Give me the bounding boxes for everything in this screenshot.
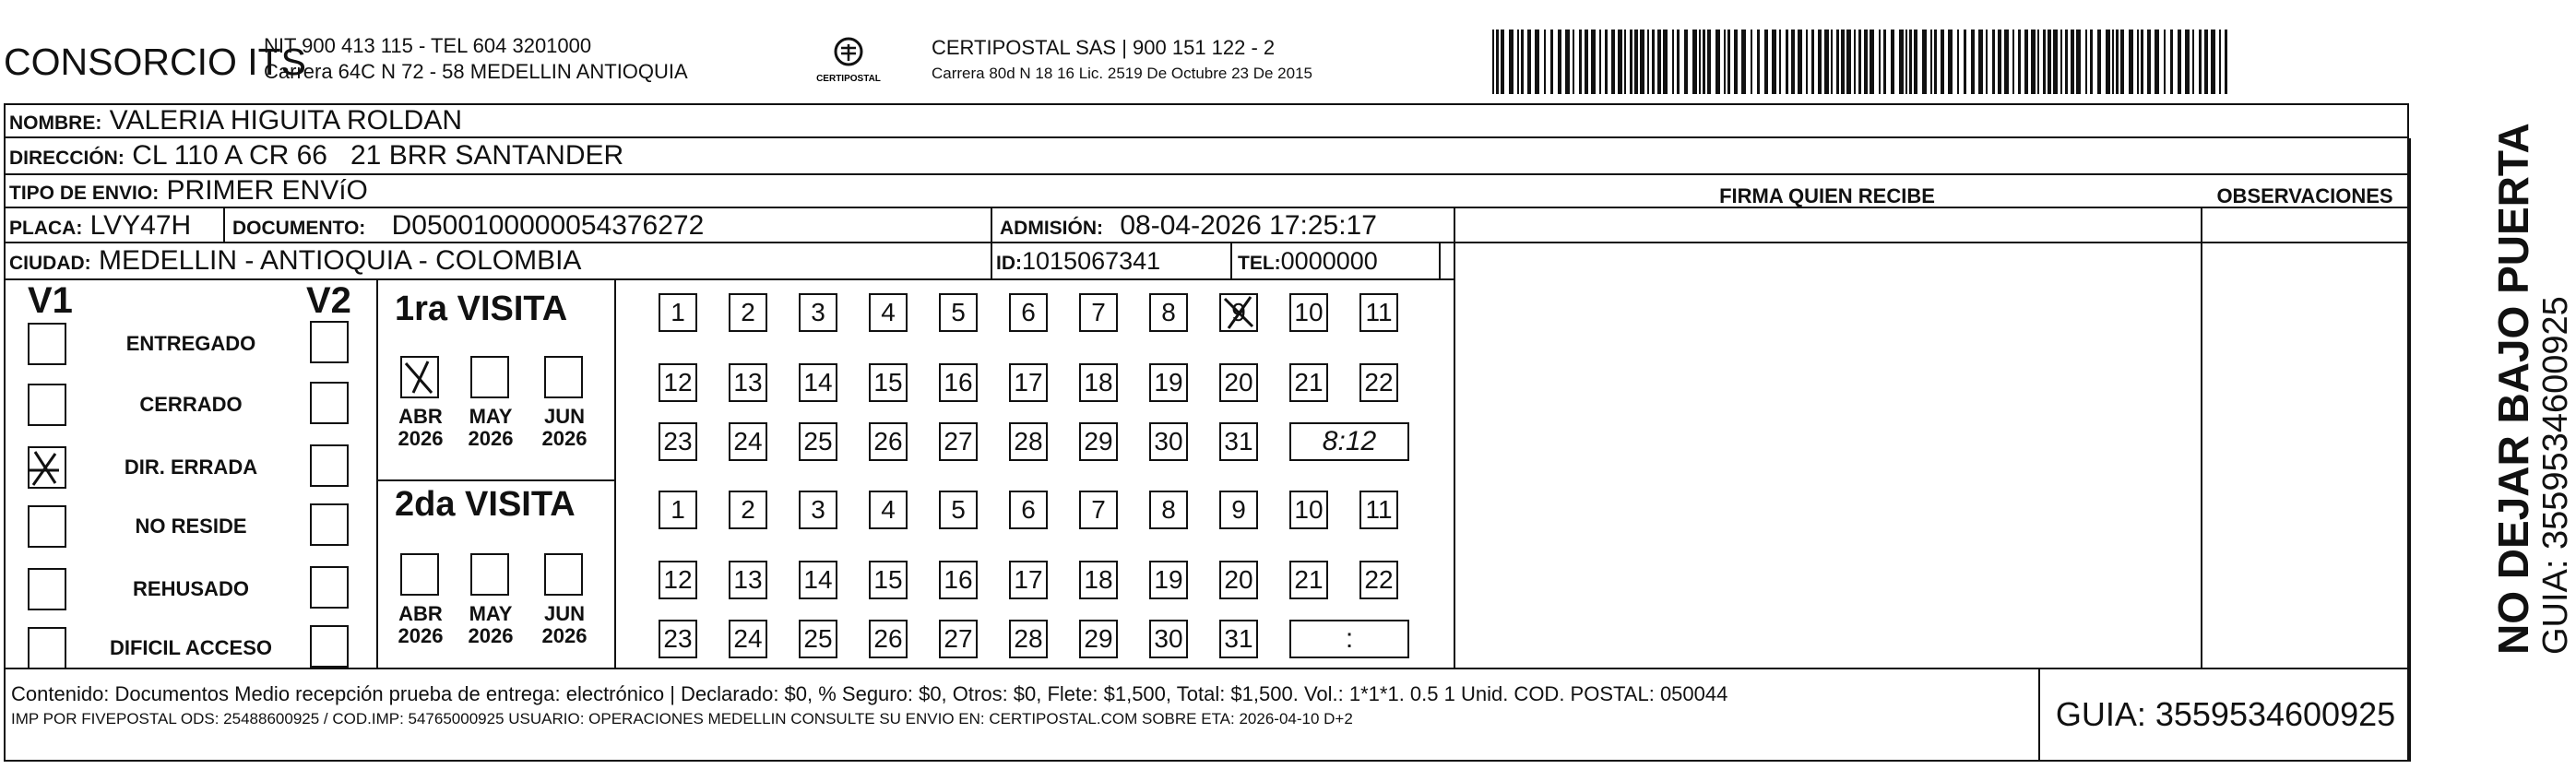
cert-line-1: CERTIPOSTAL SAS | 900 151 122 - 2 [932, 36, 1276, 59]
day-box[interactable]: 4 [869, 293, 908, 332]
status-label: DIR. ERRADA [124, 455, 258, 479]
day-box[interactable]: 21 [1289, 561, 1328, 599]
day-box[interactable]: 29 [1079, 422, 1118, 461]
footer-contenido: Contenido: Documentos Medio recepción prueba de entrega: electrónico | Declarado: $0, % Seguro: $0, Otros: $0, Flete: $1,500, Total: $1,500. Vol.: 1*1*1. 0.5 1 Unid. COD. POSTAL: 050044 [11, 682, 1728, 705]
address-line: Carrera 64C N 72 - 58 MEDELLIN ANTIOQUIA [264, 60, 688, 83]
v1-checkbox[interactable] [28, 446, 66, 489]
tel-label: TEL: [1238, 253, 1281, 274]
id-value: 1015067341 [1022, 247, 1161, 275]
footer-impresion: IMP POR FIVEPOSTAL ODS: 25488600925 / COD.IMP: 54765000925 USUARIO: OPERACIONES MEDELLIN CONSULTE SU ENVIO EN: CERTIPOSTAL.COM SOBRE ETA: 2026-04-10 D+2 [11, 710, 1353, 728]
day-box[interactable]: 19 [1149, 561, 1188, 599]
nombre-row [9, 105, 462, 139]
placa-label: PLACA: [9, 218, 83, 239]
day-box[interactable]: 22 [1359, 363, 1398, 402]
firma-header: FIRMA QUIEN RECIBE [1719, 184, 1935, 207]
tel-value: 0000000 [1280, 247, 1378, 275]
v2-checkbox[interactable] [310, 503, 349, 546]
tipo-label: TIPO DE ENVIO: [9, 183, 160, 204]
tipo-row [9, 175, 368, 209]
day-box[interactable]: 1 [659, 293, 697, 332]
company-name: CONSORCIO ITS [4, 41, 307, 83]
v1-checkbox[interactable] [28, 568, 66, 610]
month-label [465, 603, 516, 647]
day-box[interactable]: 3 [799, 491, 837, 529]
day-box[interactable]: 26 [869, 620, 908, 658]
day-box[interactable]: 18 [1079, 363, 1118, 402]
id-label: ID: [996, 253, 1022, 274]
month-checkbox[interactable] [544, 553, 583, 596]
admision-label: ADMISIÓN: [1000, 218, 1103, 239]
direccion-label: DIRECCIÓN: [9, 148, 125, 169]
day-box[interactable]: 15 [869, 561, 908, 599]
no-dejar-warning: NO DEJAR BAJO PUERTA [2489, 123, 2537, 655]
day-box[interactable]: 6 [1009, 293, 1048, 332]
day-box[interactable]: 21 [1289, 363, 1328, 402]
day-box[interactable]: 12 [659, 561, 697, 599]
day-box[interactable]: 27 [939, 620, 978, 658]
month-year: 2026 [398, 427, 444, 450]
day-box[interactable]: 28 [1009, 422, 1048, 461]
day-box[interactable]: 12 [659, 363, 697, 402]
day-box[interactable]: 15 [869, 363, 908, 402]
ciudad-value: MEDELLIN - ANTIOQUIA - COLOMBIA [99, 245, 582, 276]
day-box[interactable]: 10 [1289, 293, 1328, 332]
v1-checkbox[interactable] [28, 505, 66, 548]
month-label [465, 406, 516, 450]
footer-guia: GUIA: 3559534600925 [2055, 695, 2396, 733]
month-name: JUN [543, 602, 585, 625]
svg-text:CERTIPOSTAL: CERTIPOSTAL [816, 74, 881, 84]
day-box[interactable]: 8 [1149, 293, 1188, 332]
day-box[interactable]: 2 [729, 491, 767, 529]
v1-checkbox[interactable] [28, 384, 66, 426]
day-box[interactable]: 9 [1219, 293, 1258, 332]
direccion-value: CL 110 A CR 66 21 BRR SANTANDER [132, 140, 624, 171]
documento-value: D0500100000054376272 [391, 210, 705, 241]
day-box[interactable]: 11 [1359, 293, 1398, 332]
nit-line: NIT 900 413 115 - TEL 604 3201000 [264, 34, 592, 57]
day-box[interactable]: 25 [799, 620, 837, 658]
month-label [395, 603, 446, 647]
month-year: 2026 [541, 624, 588, 647]
v2-checkbox[interactable] [310, 382, 349, 424]
visit-time-box[interactable]: 8:12 [1289, 422, 1409, 461]
month-year: 2026 [468, 427, 514, 450]
month-checkbox[interactable] [544, 356, 583, 398]
v2-checkbox[interactable] [310, 566, 349, 609]
day-box[interactable]: 30 [1149, 422, 1188, 461]
day-box[interactable]: 22 [1359, 561, 1398, 599]
day-box[interactable]: 23 [659, 620, 697, 658]
status-label: ENTREGADO [125, 332, 256, 355]
cert-line-2: Carrera 80d N 18 16 Lic. 2519 De Octubre 23 De 2015 [932, 65, 1312, 82]
day-box[interactable]: 28 [1009, 620, 1048, 658]
check-mark-icon [1219, 293, 1258, 332]
visit-2-title: 2da VISITA [395, 485, 576, 524]
day-box[interactable]: 9 [1219, 491, 1258, 529]
month-name: JUN [543, 405, 585, 428]
v2-header: V2 [306, 280, 351, 321]
month-checkbox[interactable] [470, 553, 509, 596]
day-box[interactable]: 19 [1149, 363, 1188, 402]
visit-time-box[interactable]: : [1289, 620, 1409, 658]
month-label [539, 406, 590, 450]
month-checkbox[interactable] [470, 356, 509, 398]
tipo-value: PRIMER ENVíO [166, 175, 368, 206]
company-contact [264, 33, 688, 85]
day-box[interactable]: 31 [1219, 422, 1258, 461]
certipostal-logo [812, 33, 885, 92]
observaciones-header: OBSERVACIONES [2216, 184, 2393, 207]
side-panel [2426, 123, 2575, 655]
month-year: 2026 [541, 427, 588, 450]
day-box[interactable]: 6 [1009, 491, 1048, 529]
day-box[interactable]: 2 [729, 293, 767, 332]
month-name: ABR [398, 602, 443, 625]
placa-value: LVY47H [89, 210, 192, 241]
day-box[interactable]: 31 [1219, 620, 1258, 658]
day-box[interactable]: 7 [1079, 491, 1118, 529]
day-box[interactable]: 3 [799, 293, 837, 332]
admision-value: 08-04-2026 17:25:17 [1120, 210, 1377, 241]
day-box[interactable]: 8 [1149, 491, 1188, 529]
day-box[interactable]: 1 [659, 491, 697, 529]
ciudad-label: CIUDAD: [9, 253, 91, 274]
v2-checkbox[interactable] [310, 444, 349, 487]
day-box[interactable]: 17 [1009, 561, 1048, 599]
certipostal-info [932, 35, 1312, 87]
day-box[interactable]: 14 [799, 561, 837, 599]
v1-checkbox[interactable] [28, 627, 66, 669]
day-box[interactable]: 20 [1219, 561, 1258, 599]
month-year: 2026 [468, 624, 514, 647]
status-label: REHUSADO [133, 577, 249, 600]
day-box[interactable]: 20 [1219, 363, 1258, 402]
day-box[interactable]: 23 [659, 422, 697, 461]
ciudad-cell [9, 245, 581, 279]
day-box[interactable]: 18 [1079, 561, 1118, 599]
month-name: MAY [469, 405, 513, 428]
status-label: DIFICIL ACCESO [109, 636, 272, 659]
v1-header: V1 [28, 280, 73, 321]
status-label: NO RESIDE [135, 515, 247, 538]
id-cell [996, 245, 1160, 279]
day-box[interactable]: 24 [729, 422, 767, 461]
month-year: 2026 [398, 624, 444, 647]
v2-checkbox[interactable] [310, 625, 349, 668]
status-label: CERRADO [139, 393, 243, 416]
v2-checkbox[interactable] [310, 321, 349, 363]
day-box[interactable]: 26 [869, 422, 908, 461]
month-label [539, 603, 590, 647]
day-box[interactable]: 4 [869, 491, 908, 529]
month-checkbox[interactable] [400, 553, 439, 596]
day-box[interactable]: 5 [939, 491, 978, 529]
day-box[interactable]: 25 [799, 422, 837, 461]
month-label [395, 406, 446, 450]
day-box[interactable]: 14 [799, 363, 837, 402]
day-box[interactable]: 7 [1079, 293, 1118, 332]
day-box[interactable]: 11 [1359, 491, 1398, 529]
day-box[interactable]: 16 [939, 363, 978, 402]
day-box[interactable]: 30 [1149, 620, 1188, 658]
day-box[interactable]: 29 [1079, 620, 1118, 658]
nombre-value: VALERIA HIGUITA ROLDAN [109, 105, 462, 136]
day-box[interactable]: 13 [729, 561, 767, 599]
placa-cell [9, 210, 191, 244]
day-box[interactable]: 16 [939, 561, 978, 599]
tel-cell [1238, 245, 1378, 279]
day-box[interactable]: 13 [729, 363, 767, 402]
barcode [1492, 30, 2228, 94]
nombre-label: NOMBRE: [9, 112, 102, 134]
v1-checkbox[interactable] [28, 323, 66, 365]
direccion-row [9, 140, 623, 174]
documento-cell [232, 210, 704, 244]
side-guia: GUIA: 3559534600925 [2536, 296, 2575, 655]
month-name: MAY [469, 602, 513, 625]
visit-1-title: 1ra VISITA [395, 290, 568, 328]
day-box[interactable]: 5 [939, 293, 978, 332]
day-box[interactable]: 27 [939, 422, 978, 461]
admision-cell [1000, 210, 1377, 244]
day-box[interactable]: 17 [1009, 363, 1048, 402]
documento-label: DOCUMENTO: [232, 218, 366, 239]
day-box[interactable]: 24 [729, 620, 767, 658]
day-box[interactable]: 10 [1289, 491, 1328, 529]
month-name: ABR [398, 405, 443, 428]
month-checkbox[interactable] [400, 356, 439, 398]
